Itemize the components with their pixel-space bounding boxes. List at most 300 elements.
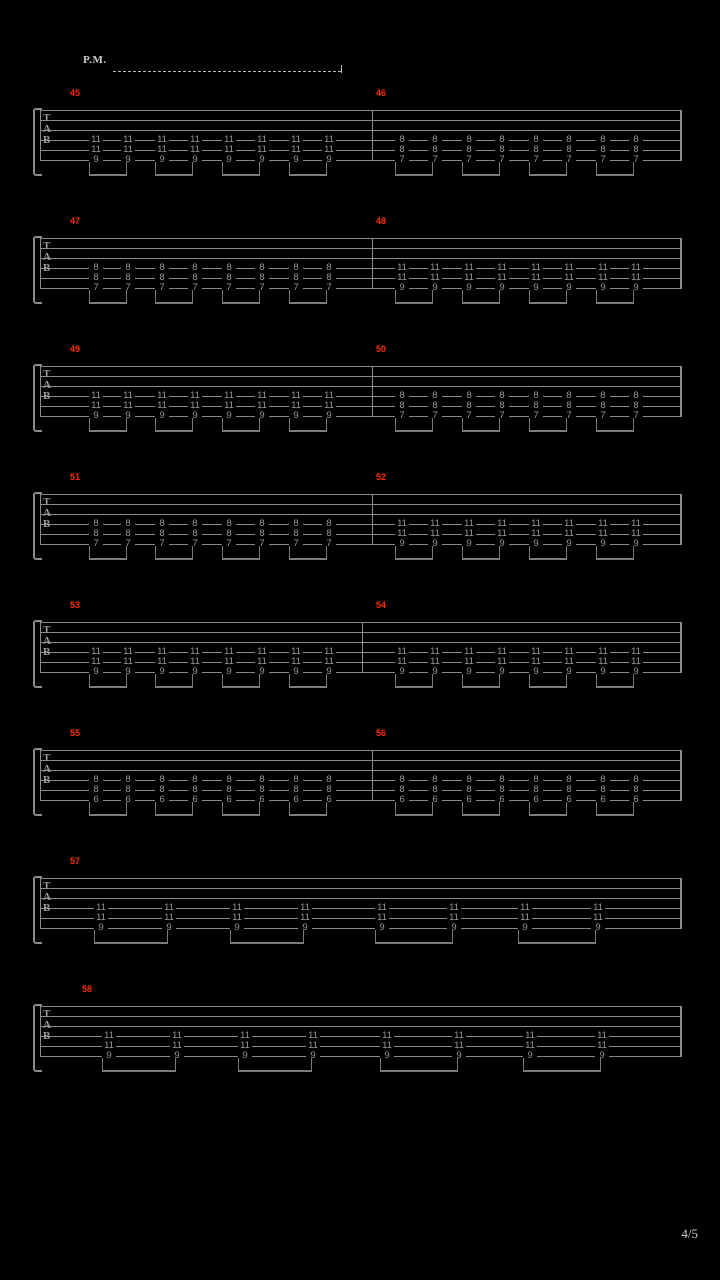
fret-number: 8	[289, 519, 303, 528]
fret-number: 8	[395, 391, 409, 400]
string-line	[40, 150, 682, 151]
fret-number: 11	[230, 913, 244, 922]
string-line	[40, 642, 682, 643]
fret-number: 8	[395, 785, 409, 794]
string-line	[40, 514, 682, 515]
fret-number: 11	[89, 145, 103, 154]
string-line	[40, 120, 682, 121]
string-line	[40, 750, 682, 751]
fret-number: 8	[289, 785, 303, 794]
fret-number: 11	[595, 1041, 609, 1050]
fret-number: 11	[395, 263, 409, 272]
fret-number: 11	[529, 529, 543, 538]
fret-number: 7	[121, 283, 135, 292]
fret-number: 9	[89, 667, 103, 676]
fret-number: 11	[238, 1041, 252, 1050]
tab-staff	[40, 878, 682, 938]
string-line	[40, 366, 682, 367]
fret-number: 9	[222, 155, 236, 164]
tab-clef-letter: A	[43, 123, 51, 135]
fret-number: 8	[121, 519, 135, 528]
measure-number: 56	[376, 728, 387, 738]
fret-number: 6	[289, 795, 303, 804]
fret-number: 7	[529, 155, 543, 164]
fret-number: 8	[395, 145, 409, 154]
tab-clef-letter: T	[43, 880, 51, 892]
fret-number: 11	[89, 135, 103, 144]
beam-bracket	[395, 162, 433, 176]
fret-number: 9	[94, 923, 108, 932]
fret-number: 8	[121, 263, 135, 272]
fret-number: 7	[289, 283, 303, 292]
fret-number: 11	[562, 519, 576, 528]
fret-number: 8	[428, 145, 442, 154]
fret-number: 11	[89, 401, 103, 410]
string-line	[40, 790, 682, 791]
beam-bracket	[395, 546, 433, 560]
fret-number: 8	[322, 519, 336, 528]
fret-number: 8	[155, 775, 169, 784]
measure-number: 57	[70, 856, 81, 866]
fret-number: 8	[596, 775, 610, 784]
fret-number: 9	[289, 411, 303, 420]
fret-number: 8	[322, 775, 336, 784]
fret-number: 7	[629, 411, 643, 420]
fret-number: 8	[121, 785, 135, 794]
measure-number: 45	[70, 88, 81, 98]
barline-end	[680, 750, 682, 801]
beam-bracket	[529, 802, 567, 816]
barline-start	[40, 366, 41, 417]
beam-bracket	[462, 418, 500, 432]
fret-number: 11	[452, 1031, 466, 1040]
fret-number: 8	[462, 135, 476, 144]
string-line	[40, 278, 682, 279]
measure-number: 53	[70, 600, 81, 610]
string-line	[40, 386, 682, 387]
fret-number: 8	[629, 785, 643, 794]
beam-bracket	[289, 674, 327, 688]
tab-clef-letter: T	[43, 240, 51, 252]
fret-number: 9	[322, 411, 336, 420]
fret-number: 11	[306, 1041, 320, 1050]
string-line	[40, 504, 682, 505]
fret-number: 11	[121, 391, 135, 400]
beam-bracket	[289, 162, 327, 176]
beam-bracket	[529, 674, 567, 688]
fret-number: 9	[462, 539, 476, 548]
fret-number: 8	[629, 401, 643, 410]
fret-number: 8	[495, 785, 509, 794]
fret-number: 7	[395, 155, 409, 164]
fret-number: 11	[222, 647, 236, 656]
string-line	[40, 1036, 682, 1037]
string-line	[40, 376, 682, 377]
fret-number: 7	[188, 539, 202, 548]
fret-number: 7	[495, 411, 509, 420]
fret-number: 11	[222, 401, 236, 410]
tab-clef-letter: B	[43, 774, 51, 786]
fret-number: 6	[121, 795, 135, 804]
fret-number: 8	[322, 273, 336, 282]
fret-number: 11	[170, 1041, 184, 1050]
fret-number: 11	[230, 903, 244, 912]
fret-number: 11	[170, 1031, 184, 1040]
fret-number: 8	[155, 519, 169, 528]
beam-bracket	[155, 674, 193, 688]
fret-number: 9	[155, 667, 169, 676]
beam-bracket	[529, 290, 567, 304]
barline-end	[680, 622, 682, 673]
beam-bracket	[289, 290, 327, 304]
beam-bracket	[395, 290, 433, 304]
fret-number: 8	[155, 273, 169, 282]
beam-bracket	[230, 930, 304, 944]
fret-number: 7	[629, 155, 643, 164]
fret-number: 11	[322, 391, 336, 400]
fret-number: 8	[222, 775, 236, 784]
fret-number: 9	[462, 283, 476, 292]
fret-number: 11	[289, 657, 303, 666]
string-line	[40, 544, 682, 545]
fret-number: 7	[89, 539, 103, 548]
beam-bracket	[523, 1058, 601, 1072]
fret-number: 7	[428, 155, 442, 164]
tab-staff	[40, 110, 682, 170]
measure-number: 51	[70, 472, 81, 482]
fret-number: 8	[562, 775, 576, 784]
fret-number: 11	[529, 273, 543, 282]
string-line	[40, 268, 682, 269]
beam-bracket	[222, 162, 260, 176]
fret-number: 11	[629, 529, 643, 538]
fret-number: 8	[495, 135, 509, 144]
fret-number: 8	[428, 391, 442, 400]
beam-bracket	[380, 1058, 458, 1072]
fret-number: 11	[596, 273, 610, 282]
fret-number: 8	[495, 401, 509, 410]
barline	[372, 366, 373, 417]
fret-number: 6	[222, 795, 236, 804]
barline-end	[680, 110, 682, 161]
beam-bracket	[155, 418, 193, 432]
string-line	[40, 800, 682, 801]
barline	[372, 238, 373, 289]
fret-number: 11	[255, 657, 269, 666]
palm-mute-label: P.M.	[83, 54, 107, 66]
fret-number: 9	[170, 1051, 184, 1060]
fret-number: 6	[188, 795, 202, 804]
fret-number: 8	[255, 785, 269, 794]
beam-bracket	[222, 418, 260, 432]
fret-number: 7	[255, 283, 269, 292]
string-line	[40, 258, 682, 259]
fret-number: 8	[428, 401, 442, 410]
fret-number: 9	[591, 923, 605, 932]
fret-number: 11	[395, 273, 409, 282]
fret-number: 11	[462, 529, 476, 538]
fret-number: 11	[121, 401, 135, 410]
fret-number: 8	[428, 775, 442, 784]
fret-number: 9	[188, 411, 202, 420]
beam-bracket	[462, 162, 500, 176]
fret-number: 11	[562, 263, 576, 272]
fret-number: 11	[222, 391, 236, 400]
beam-bracket	[462, 674, 500, 688]
fret-number: 11	[495, 273, 509, 282]
barline-start	[40, 110, 41, 161]
fret-number: 11	[596, 263, 610, 272]
fret-number: 9	[322, 667, 336, 676]
tab-clef-letter: A	[43, 507, 51, 519]
fret-number: 9	[255, 411, 269, 420]
fret-number: 11	[428, 519, 442, 528]
fret-number: 11	[222, 145, 236, 154]
fret-number: 8	[462, 785, 476, 794]
string-line	[40, 524, 682, 525]
fret-number: 8	[289, 529, 303, 538]
fret-number: 8	[529, 401, 543, 410]
fret-number: 8	[255, 263, 269, 272]
fret-number: 6	[155, 795, 169, 804]
fret-number: 11	[155, 135, 169, 144]
fret-number: 11	[591, 913, 605, 922]
fret-number: 11	[94, 913, 108, 922]
fret-number: 9	[523, 1051, 537, 1060]
beam-bracket	[155, 546, 193, 560]
string-line	[40, 396, 682, 397]
fret-number: 11	[155, 647, 169, 656]
fret-number: 11	[629, 519, 643, 528]
beam-bracket	[596, 162, 634, 176]
fret-number: 8	[562, 391, 576, 400]
beam-bracket	[155, 162, 193, 176]
string-line	[40, 632, 682, 633]
fret-number: 11	[222, 135, 236, 144]
tab-clef-letter: T	[43, 752, 51, 764]
fret-number: 11	[121, 657, 135, 666]
fret-number: 11	[529, 647, 543, 656]
fret-number: 11	[89, 657, 103, 666]
fret-number: 11	[428, 263, 442, 272]
fret-number: 11	[94, 903, 108, 912]
fret-number: 8	[562, 135, 576, 144]
fret-number: 8	[89, 273, 103, 282]
fret-number: 11	[289, 391, 303, 400]
fret-number: 9	[495, 283, 509, 292]
fret-number: 11	[529, 657, 543, 666]
fret-number: 8	[289, 263, 303, 272]
fret-number: 11	[255, 401, 269, 410]
fret-number: 7	[188, 283, 202, 292]
fret-number: 7	[495, 155, 509, 164]
beam-bracket	[89, 162, 127, 176]
fret-number: 6	[529, 795, 543, 804]
fret-number: 7	[395, 411, 409, 420]
string-line	[40, 1026, 682, 1027]
fret-number: 7	[255, 539, 269, 548]
fret-number: 11	[518, 903, 532, 912]
string-line	[40, 918, 682, 919]
beam-bracket	[395, 674, 433, 688]
fret-number: 8	[529, 135, 543, 144]
fret-number: 11	[428, 529, 442, 538]
tab-clef-letter: T	[43, 1008, 51, 1020]
fret-number: 8	[188, 529, 202, 538]
fret-number: 8	[121, 775, 135, 784]
fret-number: 11	[255, 647, 269, 656]
fret-number: 9	[629, 667, 643, 676]
beam-bracket	[462, 546, 500, 560]
tab-clef-letter: A	[43, 251, 51, 263]
fret-number: 9	[322, 155, 336, 164]
fret-number: 8	[462, 775, 476, 784]
fret-number: 9	[298, 923, 312, 932]
fret-number: 8	[428, 135, 442, 144]
fret-number: 8	[188, 785, 202, 794]
string-line	[40, 770, 682, 771]
fret-number: 9	[289, 155, 303, 164]
tab-staff	[40, 1006, 682, 1066]
fret-number: 7	[596, 411, 610, 420]
fret-number: 8	[255, 519, 269, 528]
fret-number: 8	[529, 145, 543, 154]
beam-bracket	[462, 290, 500, 304]
fret-number: 9	[562, 539, 576, 548]
measure-number: 50	[376, 344, 387, 354]
fret-number: 11	[255, 391, 269, 400]
fret-number: 7	[562, 155, 576, 164]
fret-number: 8	[322, 263, 336, 272]
fret-number: 8	[395, 135, 409, 144]
fret-number: 6	[629, 795, 643, 804]
fret-number: 11	[462, 273, 476, 282]
fret-number: 8	[322, 785, 336, 794]
tab-clef-letter: B	[43, 518, 51, 530]
fret-number: 11	[447, 913, 461, 922]
fret-number: 11	[289, 135, 303, 144]
fret-number: 9	[495, 539, 509, 548]
fret-number: 8	[188, 263, 202, 272]
fret-number: 11	[462, 657, 476, 666]
string-line	[40, 1056, 682, 1057]
tab-clef-letter: B	[43, 262, 51, 274]
beam-bracket	[238, 1058, 312, 1072]
beam-bracket	[395, 802, 433, 816]
fret-number: 8	[495, 145, 509, 154]
fret-number: 8	[222, 519, 236, 528]
fret-number: 9	[222, 667, 236, 676]
fret-number: 11	[155, 657, 169, 666]
beam-bracket	[222, 802, 260, 816]
string-line	[40, 110, 682, 111]
fret-number: 9	[462, 667, 476, 676]
fret-number: 11	[629, 657, 643, 666]
fret-number: 8	[89, 519, 103, 528]
fret-number: 11	[89, 391, 103, 400]
page-number: 4/5	[681, 1226, 698, 1241]
fret-number: 11	[298, 913, 312, 922]
fret-number: 8	[255, 273, 269, 282]
fret-number: 9	[155, 155, 169, 164]
fret-number: 8	[596, 785, 610, 794]
beam-bracket	[518, 930, 596, 944]
fret-number: 7	[155, 283, 169, 292]
fret-number: 11	[596, 657, 610, 666]
fret-number: 9	[188, 667, 202, 676]
fret-number: 8	[596, 145, 610, 154]
string-line	[40, 898, 682, 899]
fret-number: 8	[495, 775, 509, 784]
fret-number: 11	[518, 913, 532, 922]
fret-number: 11	[222, 657, 236, 666]
fret-number: 11	[121, 647, 135, 656]
fret-number: 9	[162, 923, 176, 932]
fret-number: 8	[89, 775, 103, 784]
fret-number: 7	[121, 539, 135, 548]
tab-staff	[40, 238, 682, 298]
barline-start	[40, 1006, 41, 1057]
fret-number: 9	[222, 411, 236, 420]
fret-number: 8	[121, 273, 135, 282]
tab-clef-letter: B	[43, 646, 51, 658]
fret-number: 11	[188, 391, 202, 400]
barline-end	[680, 1006, 682, 1057]
measure-number: 58	[82, 984, 93, 994]
fret-number: 9	[595, 1051, 609, 1060]
fret-number: 11	[255, 135, 269, 144]
fret-number: 9	[121, 667, 135, 676]
fret-number: 11	[89, 647, 103, 656]
fret-number: 9	[395, 283, 409, 292]
beam-bracket	[289, 418, 327, 432]
beam-bracket	[89, 290, 127, 304]
beam-bracket	[89, 802, 127, 816]
barline	[372, 494, 373, 545]
tab-clef-letter: T	[43, 624, 51, 636]
fret-number: 11	[562, 273, 576, 282]
fret-number: 8	[462, 391, 476, 400]
string-line	[40, 878, 682, 879]
barline	[362, 622, 363, 673]
fret-number: 9	[529, 539, 543, 548]
fret-number: 9	[121, 411, 135, 420]
fret-number: 8	[155, 263, 169, 272]
fret-number: 8	[596, 135, 610, 144]
fret-number: 9	[89, 155, 103, 164]
fret-number: 11	[289, 401, 303, 410]
fret-number: 11	[188, 647, 202, 656]
tab-clef-letter: A	[43, 635, 51, 647]
tab-staff	[40, 366, 682, 426]
fret-number: 8	[629, 775, 643, 784]
fret-number: 11	[529, 519, 543, 528]
fret-number: 11	[322, 135, 336, 144]
fret-number: 9	[596, 539, 610, 548]
fret-number: 9	[255, 155, 269, 164]
beam-bracket	[222, 290, 260, 304]
fret-number: 11	[380, 1031, 394, 1040]
fret-number: 11	[495, 263, 509, 272]
fret-number: 11	[155, 391, 169, 400]
fret-number: 11	[395, 657, 409, 666]
fret-number: 9	[155, 411, 169, 420]
beam-bracket	[462, 802, 500, 816]
string-line	[40, 1046, 682, 1047]
fret-number: 8	[629, 145, 643, 154]
fret-number: 8	[188, 519, 202, 528]
fret-number: 7	[289, 539, 303, 548]
